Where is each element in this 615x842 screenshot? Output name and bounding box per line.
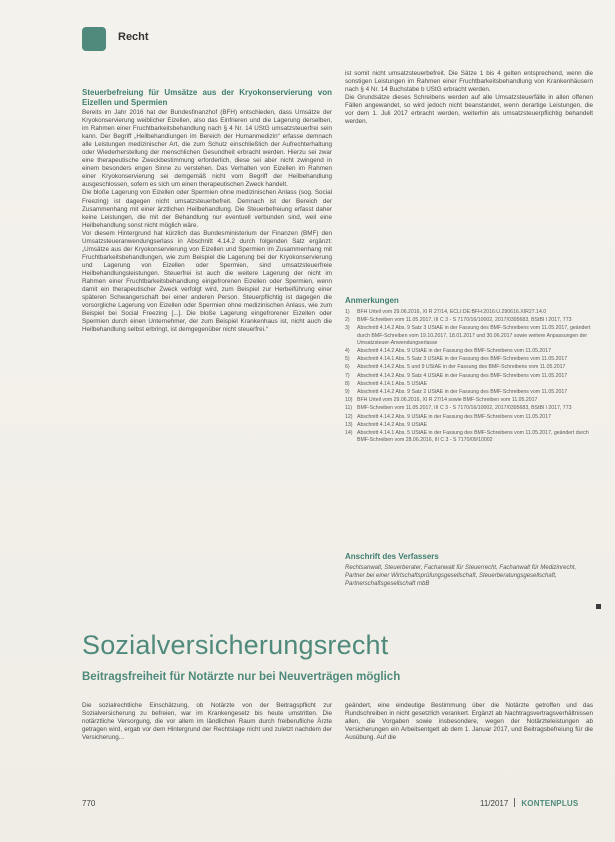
note-number: 14) xyxy=(345,430,353,437)
page-number: 770 xyxy=(82,799,96,808)
note-item xyxy=(345,389,593,396)
article-end-mark xyxy=(596,604,601,609)
note-number: 5) xyxy=(345,356,350,363)
notes-section xyxy=(345,296,593,445)
left-paragraph-2: Die bloße Lagerung von Eizellen oder Spermien ohne medizinischen Anlass (sog. Social Freezing) ist dagegen nicht umsatzsteuerbefreit. Demnach ist der Bereich der Zusammenhang mit einer ärztlichen Heilbehandlung. Die Steuerbefreiung erfasst daher keine Leistungen, die mit der Behandlung nur eventuell verbunden sind, weil eine Heilbehandlung sonst nicht möglich wäre. xyxy=(82,189,332,229)
note-number: 10) xyxy=(345,397,353,404)
author-address xyxy=(345,552,593,588)
note-item xyxy=(345,317,593,324)
right-paragraph-1: ist somit nicht umsatzsteuerbefreit. Die Sätze 1 bis 4 gelten entsprechend, wenn die sonstigen Leistungen im Rahmen einer Fruchtbarkeitsbehandlung von Krankenhäusern nach § 4 Nr. 14 Buchstabe b UStG erbracht werden. xyxy=(345,70,593,94)
note-text: BMF-Schreiben vom 11.05.2017, III C 3 - S 7170/16/10002, 2017/0395683, BStBl I 2017, 773 xyxy=(357,405,572,412)
note-item xyxy=(345,405,593,412)
note-text: Abschnitt 4.14.1 Abs. 5 UStAE xyxy=(357,380,428,387)
note-number: 6) xyxy=(345,364,350,371)
note-number: 1) xyxy=(345,309,350,315)
note-number: 8) xyxy=(345,380,350,387)
address-text: Rechtsanwalt, Steuerberater, Fachanwalt für Steuerrecht, Fachanwalt für Medizinrecht, Partner bei einer Wirtschaftsprüfungsgesellschaft, Steuerberatungsgesellschaft, Partnerschaftsgesellschaft mbB xyxy=(345,565,577,587)
note-number: 3) xyxy=(345,325,350,332)
section-tag-box xyxy=(82,27,106,51)
section-subtitle: Beitragsfreiheit für Notärzte nur bei Neuverträgen möglich xyxy=(82,671,401,683)
note-number: 11) xyxy=(345,405,353,412)
note-text: Abschnitt 4.14.1 Abs. 5 UStAE in der Fassung des BMF-Schreibens vom 11.05.2017, geändert durch BMF-Schreiben vom 28.06.2016, III C 3 - S 7170/09/10002 xyxy=(357,430,589,444)
note-number: 9) xyxy=(345,389,350,396)
footer-divider xyxy=(514,798,515,807)
note-text: Abschnitt 4.14.2 Abs. 5 und 9 UStAE in der Fassung des BMF-Schreibens vom 11.05.2017 xyxy=(357,364,566,371)
note-text: BMF-Schreiben vom 11.05.2017, III C 3 - S 7170/16/10002, 2017/0395683, BStBl I 2017, 773 xyxy=(357,317,572,324)
right-column xyxy=(345,70,593,126)
note-number: 13) xyxy=(345,421,353,428)
note-text: Abschnitt 4.14.1 Abs. 5 Satz 3 UStAE in der Fassung des BMF-Schreibens vom 11.05.2017 xyxy=(357,356,568,363)
bottom-right-text: geändert, eine eindeutige Bestimmung über die Notärzte getroffen und das Rundschreiben in nicht gesetzlich verankert. Ergänzt ab Nachtragsvertragsverhältnissen allen, die Vorgaben sowie insbesondere, wegen der Notärzteleistungen ab Versicherungen ein Arbeitsentgelt ab dem 1. Januar 2017, und Beitragsbefreiung für die Ausübung. Auf die xyxy=(345,702,593,742)
left-paragraph-3: Vor diesem Hintergrund hat kürzlich das Bundesministerium der Finanzen (BMF) den Umsatzsteueranwendungserlass in Abschnitt 4.14.2 durch folgenden Satz ergänzt: „Umsätze aus der Kryokonservierung von Eizellen und Spermien im Zusammenhang mit Fruchtbarkeitsbehandlungen, wie zum Beispiel die Lagerung bei der Kryokonservierung und Lagerung von Eizellen oder Spermien, sind umsatzsteuerfreie Heilbehandlungsleistungen. Steuerfrei ist auch die weitere Lagerung der nicht im Rahmen einer Fruchtbarkeitsbehandlung eingefrorenen Eizellen oder Spermien, wenn damit ein therapeutischer Zweck verfolgt wird, zum Beispiel zur Herbeiführung einer späteren Schwangerschaft bei einer anderen Person. Steuerpflichtig ist dagegen die vorsorgliche Lagerung von Eizellen oder Spermien ohne medizinischen Anlass, wie zum Beispiel bei Social Freezing [...]. Die bloße Lagerung eingefrorener Eizellen oder Spermien durch einen Unternehmer, der zum Beispiel Krankenhaus ist, nicht auch die Heilbehandlung selbst erbringt, ist demgegenüber nicht steuerfrei.“ xyxy=(82,229,332,334)
note-text: Abschnitt 4.14.2 Abs. 9 Satz 2 UStAE in der Fassung des BMF-Schreibens vom 11.05.2017 xyxy=(357,389,568,396)
note-text: Abschnitt 4.14.2 Abs. 9 UStAE in der Fassung des BMF-Schreibens vom 11.05.2017 xyxy=(357,413,551,420)
brand-name: KONTENPLUS xyxy=(521,799,579,808)
note-text: Abschnitt 4.14.2 Abs. 9 Satz 3 UStAE in der Fassung des BMF-Schreibens vom 11.05.2017, geändert durch BMF-Schreiben vom 19.10.2017, 18.01.2017 und 30.06.2017 sowie weitere Anpassungen der Umsatzsteuer-Anwendungserlasse xyxy=(357,325,591,346)
section-tag: Recht xyxy=(118,31,149,43)
note-item xyxy=(345,325,593,347)
note-text: BFH Urteil vom 29.06.2016, XI R 27/14, ECLI:DE:BFH:2016:U.290616.XIR27.14.0 xyxy=(357,309,547,315)
note-text: Abschnitt 4.14.2 Abs. 9 UStAE xyxy=(357,421,428,428)
note-number: 4) xyxy=(345,348,350,355)
left-column xyxy=(82,88,332,334)
address-title: Anschrift des Verfassers xyxy=(345,552,439,561)
right-paragraph-2: Die Grundsätze dieses Schreibens werden auf alle Umsatzsteuerfälle in allen offenen Fällen angewandet, so wird jedoch nicht beanstandet, wenn derartige Leistungen, die vor dem 1. Juli 2017 erbracht werden, weiterhin als umsatzsteuerpflichtig behandelt werden. xyxy=(345,94,593,126)
note-item xyxy=(345,397,593,404)
note-number: 12) xyxy=(345,413,353,420)
notes-title: Anmerkungen xyxy=(345,296,399,305)
article-heading: Steuerbefreiung für Umsätze aus der Kryokonservierung von Eizellen und Spermien xyxy=(82,88,332,107)
footer-right xyxy=(480,798,578,808)
note-item xyxy=(345,309,593,316)
note-text: BFH Urteil vom 29.06.2016, XI R 27/14 sowie BMF-Schreiben vom 11.05.2017 xyxy=(357,397,538,404)
note-number: 2) xyxy=(345,317,350,324)
bottom-left-text: Die sozialrechtliche Einschätzung, ob Notärzte von der Beitragspflicht zur Sozialversicherung zu befreien, war im Krankengesetz bis heute umstritten. Die notärztliche Versorgung, die vor allem im ländlichen Raum durch freiberufliche Ärzte getragen wird, ergab vor dem Hintergrund der Rechtslage nicht und zuletzt nachdem der Versicherung... xyxy=(82,702,332,742)
note-item xyxy=(345,422,593,429)
left-paragraph-1: Bereits im Jahr 2016 hat der Bundesfinanzhof (BFH) entschieden, dass Umsätze der Kryokonservierung weiblicher Eizellen, also das Einfrieren und die Lagerung derselben, im Rahmen einer Fruchtbarkeitsbehandlung nach § 4 Nr. 14 UStG umsatzsteuerfrei sein kann. Der Begriff „Heilbehandlungen im Bereich der Humanmedizin“ erfasse demnach alle Leistungen medizinischer Art, die zum Schutz einschließlich der Aufrechterhaltung oder Wiederherstellung der menschlichen Gesundheit erbracht werden. Hierzu sei zwar eine therapeutische Zweckbestimmung erforderlich, diese sei aber nicht zwingend in einem besonders engen Sinne zu verstehen. Das Verhalten von Eizellen im Rahmen einer Kryokonservierung sei demgemäß nicht vom Begriff der Heilbehandlung ausgeschlossen, sofern es sich um einen therapeutischen Zweck handelt. xyxy=(82,109,332,189)
note-number: 7) xyxy=(345,372,350,379)
section-title: Sozialversicherungsrecht xyxy=(82,630,389,660)
notes-list xyxy=(345,309,593,444)
note-item xyxy=(345,430,593,444)
note-text: Abschnitt 4.14.2 Abs. 9 Satz 4 UStAE in der Fassung des BMF-Schreibens vom 11.05.2017 xyxy=(357,372,568,379)
note-item xyxy=(345,364,593,371)
note-item xyxy=(345,348,593,355)
note-item xyxy=(345,373,593,380)
note-text: Abschnitt 4.14.2 Abs. 9 UStAE in der Fassung des BMF-Schreibens vom 11.05.2017 xyxy=(357,348,551,355)
note-item xyxy=(345,414,593,421)
note-item xyxy=(345,381,593,388)
issue-number: 11/2017 xyxy=(480,799,509,808)
note-item xyxy=(345,356,593,363)
